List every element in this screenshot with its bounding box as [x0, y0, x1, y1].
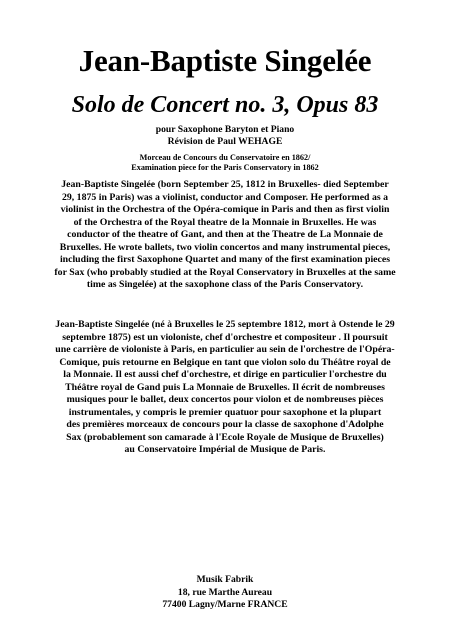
- bio-fr-line: une carrière de violoniste à Paris, en particulier au sein de l'orchestre de l'Opéra-: [55, 344, 395, 355]
- revision-credit: Révision de Paul WEHAGE: [167, 135, 283, 147]
- bio-fr-line: septembre 1875) est un violoniste, chef d'orchestre et compositeur . Il poursuit: [62, 331, 388, 343]
- biography-english: [22, 179, 428, 292]
- bio-en-line: conductor of the theatre of Gant, and then at the Theatre de La Monnaie de: [67, 229, 383, 240]
- subtitle-block: [0, 124, 450, 147]
- bio-en-line: 29, 1875 in Paris) was a violinist, conductor and Composer. He performed as a: [61, 191, 389, 203]
- bio-fr-line: Théâtre royal de Gand puis La Monnaie de Bruxelles. Il écrit de nombreuses: [65, 381, 385, 393]
- publisher-street: 18, rue Marthe Aureau: [177, 586, 273, 598]
- bio-fr-line: des premières morceaux de concours pour la classe de saxophone d'Adolphe: [66, 419, 384, 430]
- publisher-name: Musik Fabrik: [196, 574, 254, 585]
- bio-fr-line: la Monnaie. Il est aussi chef d'orchestre, et dirige en particulier l'orchestre du: [63, 369, 387, 380]
- bio-en-line: Bruxelles. He wrote ballets, two violin concertos and many instrumental pieces,: [59, 241, 391, 253]
- publisher-address: [0, 574, 450, 612]
- examination-note-fr: Morceau de Concours du Conservatoire en 1862/: [139, 153, 311, 162]
- composer-name: Jean-Baptiste Singelée: [78, 43, 372, 78]
- bio-en-line: time as Singelée) at the saxophone class of the Paris Conservatory.: [86, 279, 364, 290]
- bio-fr-line: Jean-Baptiste Singelée (né à Bruxelles le 25 septembre 1812, mort à Ostende le 29: [55, 319, 395, 330]
- bio-en-line: for Sax (who probably studied at the Royal Conservatory in Bruxelles at the same: [54, 266, 396, 278]
- bio-fr-line: Comique, puis retourne en Belgique en tant que violon solo du Théâtre royal de: [59, 356, 391, 368]
- publisher-city: 77400 Lagny/Marne FRANCE: [162, 599, 288, 610]
- bio-en-line: including the first Saxophone Quartet and many of the first examination pieces: [59, 254, 391, 265]
- bio-fr-line: instrumentales, y compris le premier quatuor pour saxophone et la plupart: [68, 406, 382, 418]
- instrumentation: pour Saxophone Baryton et Piano: [155, 124, 295, 135]
- examination-note: [0, 153, 450, 173]
- work-title: Solo de Concert no. 3, Opus 83: [71, 92, 379, 118]
- bio-fr-line: au Conservatoire Impérial de Musique de Paris.: [124, 444, 326, 455]
- biography-french: [22, 319, 428, 457]
- bio-fr-line: Sax (probablement son camarade à l'Ecole Royale de Musique de Bruxelles): [66, 431, 384, 443]
- bio-en-line: of the Orchestra of the Royal theatre de la Monnaie in Bruxelles. He was: [73, 216, 377, 228]
- bio-en-line: Jean-Baptiste Singelée (born September 25, 1812 in Bruxelles- died September: [61, 179, 389, 190]
- bio-en-line: violinist in the Orchestra of the Opéra-comique in Paris and then as first violin: [60, 204, 390, 215]
- examination-note-en: Examination piece for the Paris Conservatory in 1862: [131, 163, 319, 172]
- bio-fr-line: musiques pour le ballet, deux concertos pour violon et de nombreuses pièces: [66, 394, 384, 405]
